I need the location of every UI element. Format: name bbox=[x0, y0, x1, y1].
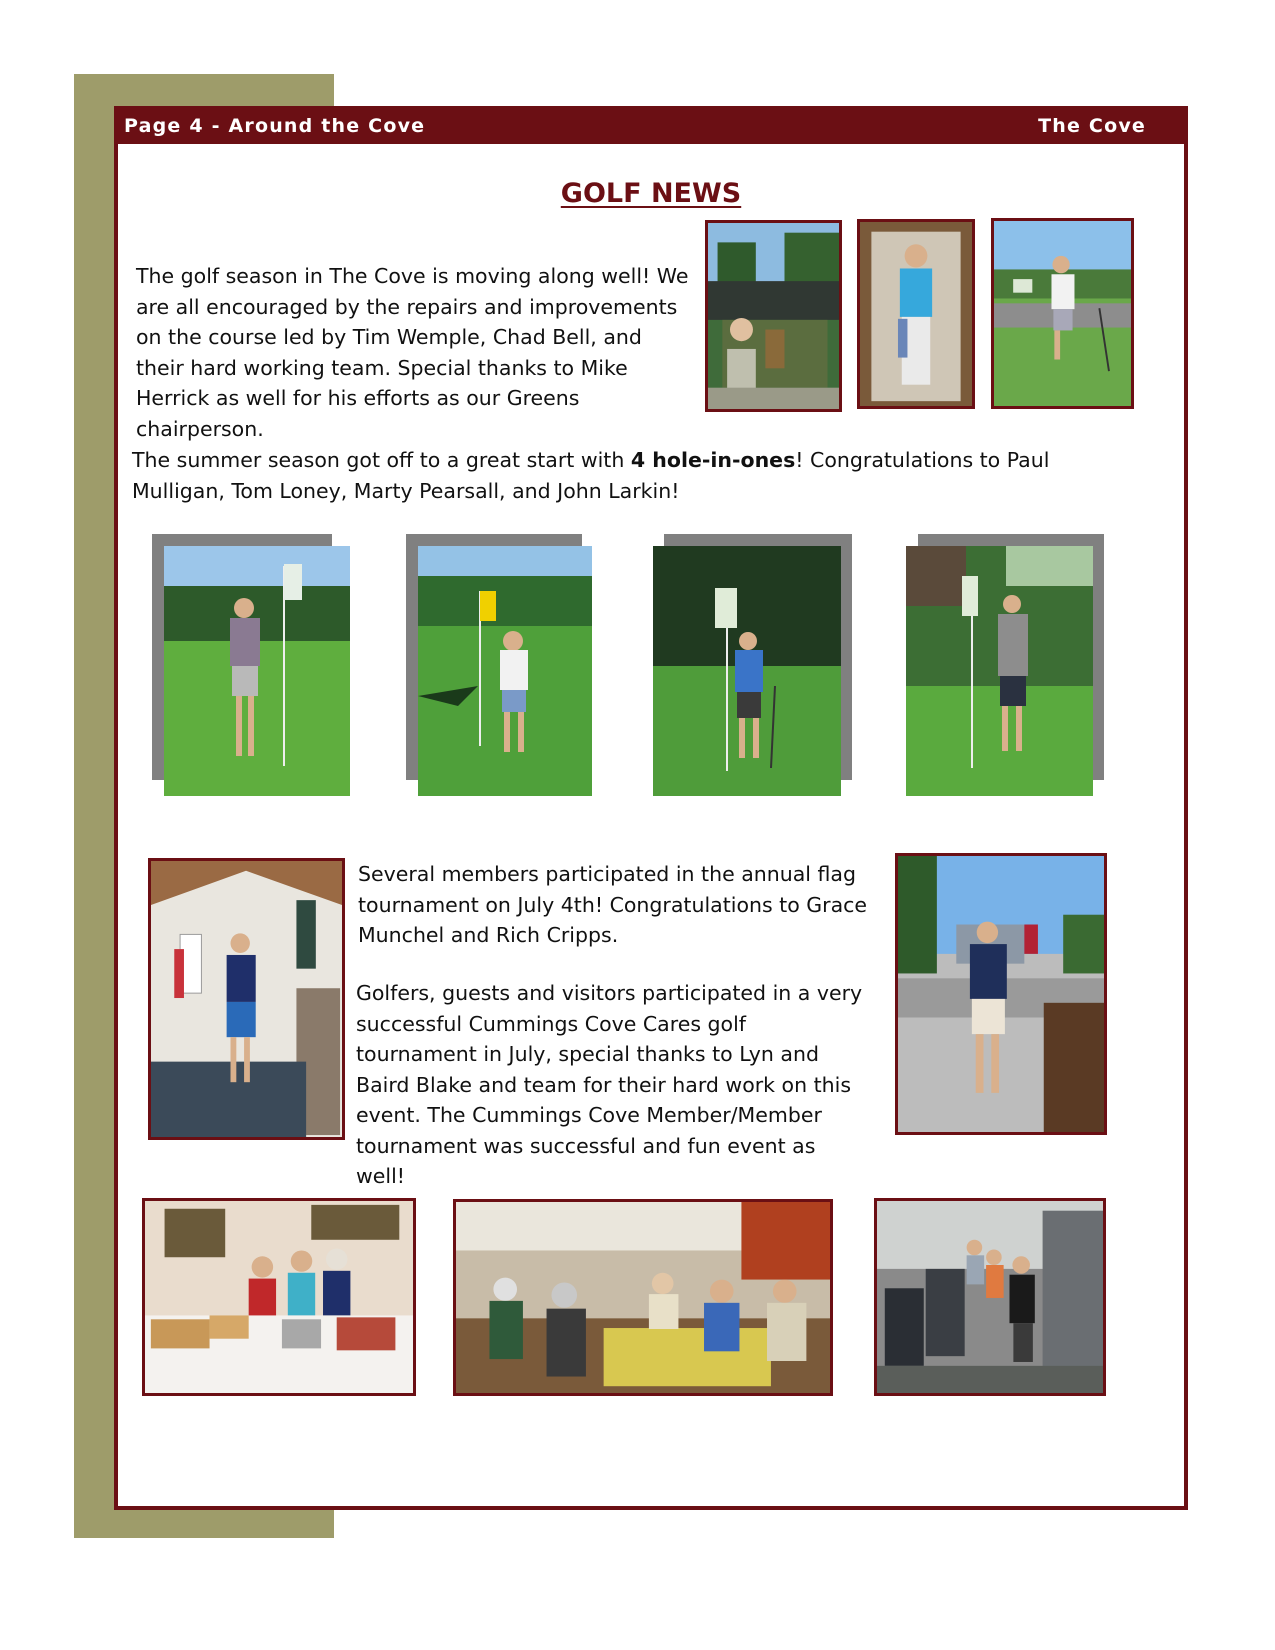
photo-hole-in-one-2 bbox=[418, 546, 592, 796]
photo-grill-chefs bbox=[874, 1198, 1106, 1396]
hole-in-ones-text-start: The summer season got off to a great start with bbox=[132, 448, 631, 472]
photo-hole-in-one-4 bbox=[906, 546, 1093, 796]
paragraph-cove-cares: Golfers, guests and visitors participated in a very successful Cummings Cove Cares golf tournament in July, special thanks to Lyn and Baird Blake and team for their hard work on this event. The Cummings Cove Member/Member tournament was successful and fun event as well! bbox=[356, 981, 863, 1188]
page-header bbox=[118, 110, 1184, 144]
paragraph-season-update: The golf season in The Cove is moving along well! We are all encouraged by the repairs and improvements on the course led by Tim Wemple, Chad Bell, and their hard working team. Special thanks to Mike Herrick as well for his efforts as our Greens chairperson. bbox=[136, 264, 689, 441]
paragraph-hole-in-ones bbox=[132, 445, 1142, 506]
photo-ladies-food-table bbox=[142, 1198, 416, 1396]
photo-group-dining bbox=[453, 1199, 833, 1396]
golf-news-heading: GOLF NEWS bbox=[560, 178, 742, 209]
page-frame bbox=[114, 106, 1188, 1510]
photo-hole-in-one-1 bbox=[164, 546, 350, 796]
photo-woman-on-porch bbox=[148, 858, 345, 1140]
photo-man-in-doorway bbox=[857, 219, 975, 409]
hole-in-ones-text-end: ! Congratulations to Paul Mulligan, Tom Loney, Marty Pearsall, and John Larkin! bbox=[132, 448, 1050, 503]
photo-golfer-with-club bbox=[991, 218, 1134, 409]
section-title bbox=[118, 178, 1184, 209]
photo-hole-in-one-3 bbox=[653, 546, 841, 796]
photo-man-with-flag bbox=[895, 853, 1107, 1135]
header-newsletter-name: The Cove bbox=[1038, 115, 1146, 137]
paragraph-flag-tournament: Several members participated in the annual flag tournament on July 4th! Congratulations to Grace Munchel and Rich Cripps. bbox=[358, 862, 868, 947]
photo-man-in-cart bbox=[705, 220, 842, 412]
hole-in-ones-bold: 4 hole-in-ones bbox=[630, 448, 796, 472]
header-page-label: Page 4 - Around the Cove bbox=[124, 115, 426, 137]
